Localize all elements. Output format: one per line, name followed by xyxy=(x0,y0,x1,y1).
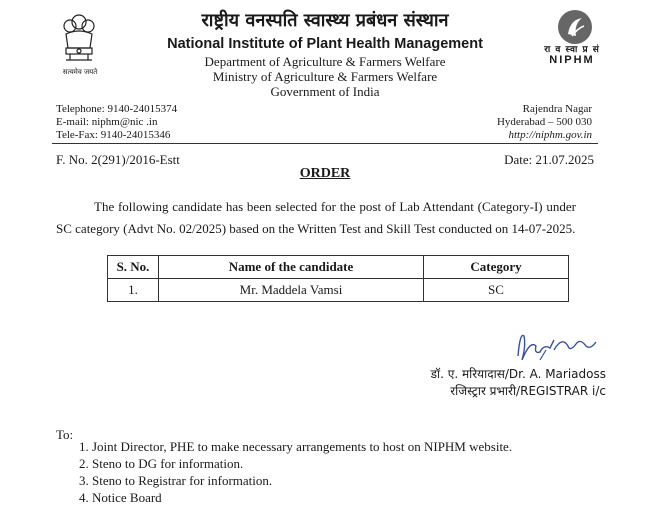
signatory-designation: रजिस्ट्रार प्रभारी/REGISTRAR i/c xyxy=(450,384,606,398)
order-body: The following candidate has been selected for the post of Lab Attendant (Category-I) under SC category (Advt No. 02/2025) based on the Written Test and Skill Test conducted on 14-07-2025. xyxy=(56,199,576,236)
cell-category: SC xyxy=(424,279,569,302)
telephone: Telephone: 9140-24015374 xyxy=(56,103,178,115)
emblem-motto: सत्यमेव जयते xyxy=(62,68,98,76)
list-item: 1. Joint Director, PHE to make necessary arrangements to host on NIPHM website. xyxy=(92,438,512,455)
header-name: Name of the candidate xyxy=(159,256,424,279)
telefax: Tele-Fax: 9140-24015346 xyxy=(56,129,171,141)
signatory-name: डॉ. ए. मरियादास/Dr. A. Mariadoss xyxy=(430,367,606,381)
handwritten-signature xyxy=(510,326,600,368)
cell-sno: 1. xyxy=(108,279,159,302)
website-link[interactable]: http://niphm.gov.in xyxy=(508,129,592,141)
department-line: Department of Agriculture & Farmers Welfare xyxy=(204,54,446,69)
header-divider xyxy=(52,143,598,144)
niphm-logo-icon xyxy=(556,8,594,46)
header-category: Category xyxy=(424,256,569,279)
address-line2: Hyderabad – 500 030 xyxy=(496,116,592,128)
address-line1: Rajendra Nagar xyxy=(522,103,592,115)
distribution-to-label: To: xyxy=(56,427,74,442)
order-title: ORDER xyxy=(299,166,351,181)
list-item: 2. Steno to DG for information. xyxy=(92,455,512,472)
list-item: 4. Notice Board xyxy=(92,489,512,506)
cell-name: Mr. Maddela Vamsi xyxy=(159,279,424,302)
logo-english-text: NIPHM xyxy=(549,54,595,66)
list-item: 3. Steno to Registrar for information. xyxy=(92,472,512,489)
government-line: Government of India xyxy=(270,84,380,99)
logo-hindi-text: रा व स्वा प्र सं xyxy=(544,45,600,55)
order-date: Date: 21.07.2025 xyxy=(504,152,594,167)
distribution-list xyxy=(56,438,512,506)
hindi-title: राष्ट्रीय वनस्पति स्वास्थ्य प्रबंधन संस्थान xyxy=(201,10,449,31)
institute-title: National Institute of Plant Health Management xyxy=(167,36,483,52)
ministry-line: Ministry of Agriculture & Farmers Welfare xyxy=(212,69,438,84)
header-sno: S. No. xyxy=(108,256,159,279)
email: E-mail: niphm@nic .in xyxy=(56,116,158,128)
candidate-table xyxy=(107,255,569,302)
table-row xyxy=(108,279,569,302)
table-header-row xyxy=(108,256,569,279)
file-number: F. No. 2(291)/2016-Estt xyxy=(56,152,180,167)
